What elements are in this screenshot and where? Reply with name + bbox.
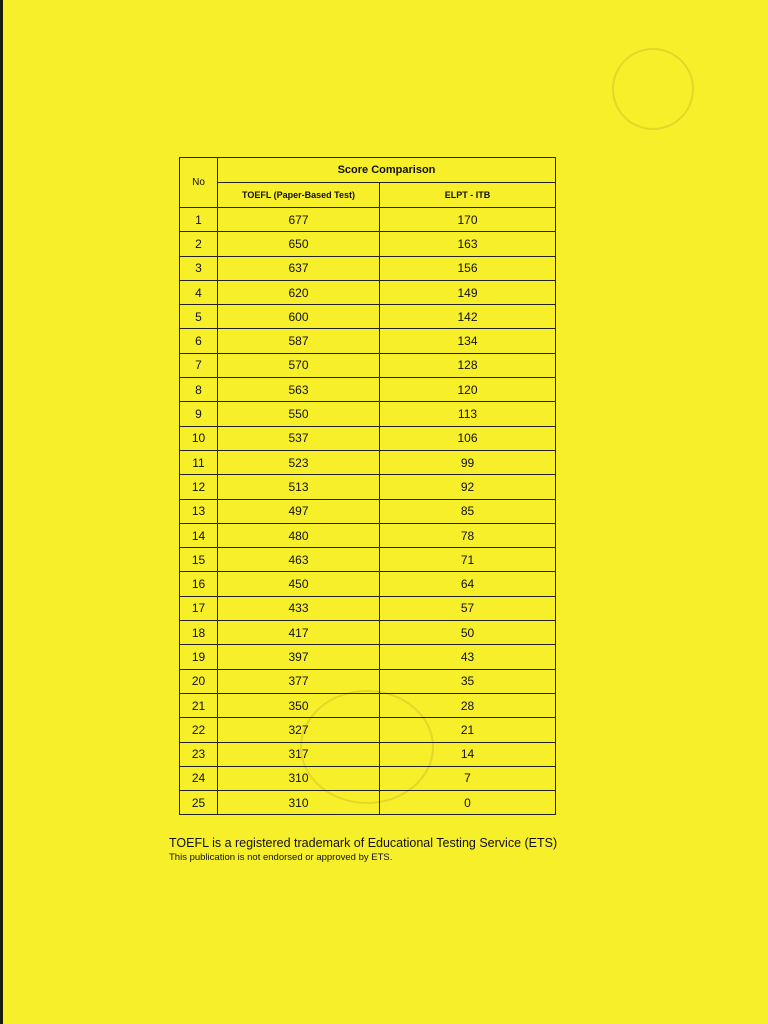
toefl-score-cell: 550 (218, 402, 380, 426)
row-number-cell: 14 (180, 523, 218, 547)
table-title: Score Comparison (218, 158, 556, 183)
table-row (180, 329, 556, 353)
table-row (180, 232, 556, 256)
toefl-score-cell: 310 (218, 766, 380, 790)
elpt-score-cell: 106 (380, 426, 556, 450)
toefl-score-cell: 650 (218, 232, 380, 256)
row-number-cell: 4 (180, 280, 218, 304)
toefl-score-cell: 537 (218, 426, 380, 450)
table-row (180, 621, 556, 645)
row-number-cell: 22 (180, 718, 218, 742)
table-header (180, 158, 556, 208)
toefl-score-cell: 310 (218, 791, 380, 815)
row-number-cell: 19 (180, 645, 218, 669)
row-number-cell: 6 (180, 329, 218, 353)
row-number-cell: 24 (180, 766, 218, 790)
table-body (180, 208, 556, 815)
row-number-cell: 1 (180, 208, 218, 232)
row-number-cell: 5 (180, 305, 218, 329)
row-number-cell: 10 (180, 426, 218, 450)
toefl-score-cell: 450 (218, 572, 380, 596)
elpt-score-cell: 50 (380, 621, 556, 645)
toefl-score-cell: 570 (218, 353, 380, 377)
row-number-cell: 21 (180, 693, 218, 717)
row-number-cell: 2 (180, 232, 218, 256)
table-row (180, 742, 556, 766)
column-header-toefl: TOEFL (Paper-Based Test) (218, 183, 380, 208)
elpt-score-cell: 113 (380, 402, 556, 426)
elpt-score-cell: 142 (380, 305, 556, 329)
table-row (180, 693, 556, 717)
toefl-score-cell: 523 (218, 450, 380, 474)
row-number-cell: 17 (180, 596, 218, 620)
elpt-score-cell: 64 (380, 572, 556, 596)
elpt-score-cell: 128 (380, 353, 556, 377)
row-number-cell: 12 (180, 475, 218, 499)
table-row (180, 645, 556, 669)
row-number-cell: 15 (180, 548, 218, 572)
toefl-score-cell: 417 (218, 621, 380, 645)
table-row (180, 450, 556, 474)
elpt-score-cell: 85 (380, 499, 556, 523)
elpt-score-cell: 149 (380, 280, 556, 304)
elpt-score-cell: 0 (380, 791, 556, 815)
elpt-score-cell: 21 (380, 718, 556, 742)
elpt-score-cell: 28 (380, 693, 556, 717)
row-number-cell: 18 (180, 621, 218, 645)
table-row (180, 475, 556, 499)
toefl-score-cell: 463 (218, 548, 380, 572)
trademark-footnote: TOEFL is a registered trademark of Educational Testing Service (ETS) (169, 836, 558, 850)
toefl-score-cell: 350 (218, 693, 380, 717)
toefl-score-cell: 497 (218, 499, 380, 523)
row-number-cell: 25 (180, 791, 218, 815)
column-header-elpt: ELPT - ITB (380, 183, 556, 208)
elpt-score-cell: 71 (380, 548, 556, 572)
toefl-score-cell: 587 (218, 329, 380, 353)
row-number-cell: 11 (180, 450, 218, 474)
elpt-score-cell: 7 (380, 766, 556, 790)
row-number-cell: 7 (180, 353, 218, 377)
elpt-score-cell: 57 (380, 596, 556, 620)
toefl-score-cell: 377 (218, 669, 380, 693)
toefl-score-cell: 677 (218, 208, 380, 232)
elpt-score-cell: 43 (380, 645, 556, 669)
elpt-score-cell: 78 (380, 523, 556, 547)
toefl-score-cell: 637 (218, 256, 380, 280)
table-row (180, 791, 556, 815)
table-row (180, 766, 556, 790)
table-row (180, 256, 556, 280)
row-number-cell: 9 (180, 402, 218, 426)
elpt-score-cell: 92 (380, 475, 556, 499)
table-row (180, 596, 556, 620)
toefl-score-cell: 513 (218, 475, 380, 499)
row-number-cell: 23 (180, 742, 218, 766)
toefl-score-cell: 433 (218, 596, 380, 620)
row-number-cell: 13 (180, 499, 218, 523)
table-row (180, 305, 556, 329)
elpt-score-cell: 120 (380, 378, 556, 402)
table-row (180, 353, 556, 377)
elpt-score-cell: 35 (380, 669, 556, 693)
table-row (180, 718, 556, 742)
elpt-score-cell: 134 (380, 329, 556, 353)
table-row (180, 280, 556, 304)
endorsement-disclaimer: This publication is not endorsed or approved by ETS. (169, 852, 393, 863)
row-number-cell: 20 (180, 669, 218, 693)
toefl-score-cell: 620 (218, 280, 380, 304)
table-row (180, 426, 556, 450)
table-row (180, 548, 556, 572)
bleed-through-seal (612, 48, 694, 130)
column-header-no: No (180, 158, 218, 208)
paper-left-edge (0, 0, 3, 1024)
row-number-cell: 8 (180, 378, 218, 402)
elpt-score-cell: 156 (380, 256, 556, 280)
toefl-score-cell: 480 (218, 523, 380, 547)
table-row (180, 378, 556, 402)
elpt-score-cell: 14 (380, 742, 556, 766)
table-row (180, 523, 556, 547)
elpt-score-cell: 170 (380, 208, 556, 232)
table-row (180, 208, 556, 232)
table-row (180, 499, 556, 523)
table-row (180, 402, 556, 426)
toefl-score-cell: 317 (218, 742, 380, 766)
toefl-score-cell: 563 (218, 378, 380, 402)
score-comparison-table (179, 157, 556, 815)
elpt-score-cell: 163 (380, 232, 556, 256)
toefl-score-cell: 327 (218, 718, 380, 742)
toefl-score-cell: 600 (218, 305, 380, 329)
elpt-score-cell: 99 (380, 450, 556, 474)
table-row (180, 669, 556, 693)
table-row (180, 572, 556, 596)
row-number-cell: 3 (180, 256, 218, 280)
row-number-cell: 16 (180, 572, 218, 596)
toefl-score-cell: 397 (218, 645, 380, 669)
